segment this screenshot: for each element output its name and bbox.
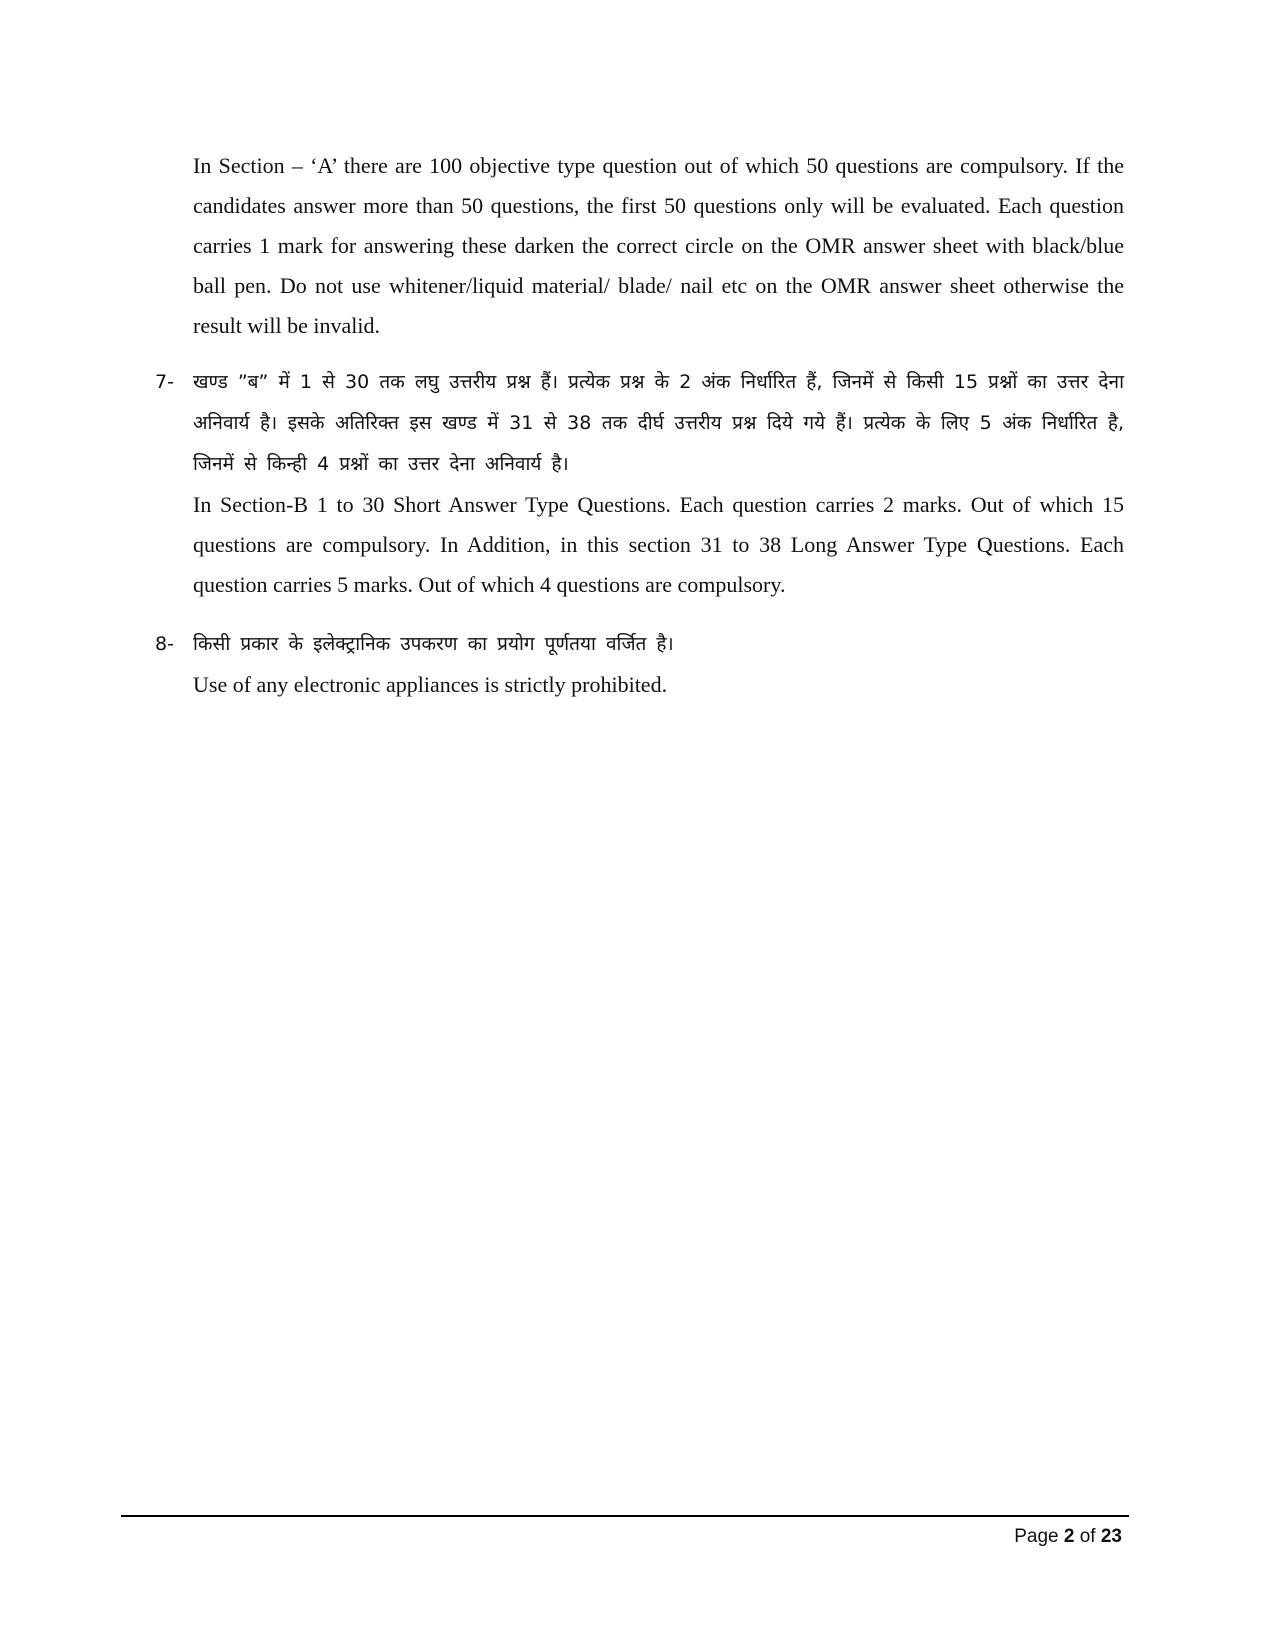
- instruction-number: 7-: [155, 371, 174, 393]
- instruction-english-text: In Section-B 1 to 30 Short Answer Type Questions. Each question carries 2 marks. Out of which 15 questions are compulsory. In Addition, in this section 31 to 38 Long Answer Type Questions. Each question carries 5 marks. Out of which 4 questions are compulsory.: [193, 492, 1124, 597]
- footer-divider: [121, 1515, 1129, 1517]
- instruction-item-7: [155, 362, 1124, 605]
- section-a-instruction-english: In Section – ‘A’ there are 100 objective type question out of which 50 questions are compulsory. If the candidates answer more than 50 questions, the first 50 questions only will be evaluated. Each question carries 1 mark for answering these darken the correct circle on the OMR answer sheet with black/blue ball pen. Do not use whitener/liquid material/ blade/ nail etc on the OMR answer sheet otherwise the result will be invalid.: [193, 153, 1124, 338]
- current-page-number: 2: [1063, 1526, 1075, 1547]
- instruction-english-text: Use of any electronic appliances is strictly prohibited.: [193, 672, 668, 697]
- page-number: [1014, 1522, 1122, 1552]
- instruction-hindi-text: किसी प्रकार के इलेक्ट्रानिक उपकरण का प्रयोग पूर्णतया वर्जित है।: [193, 633, 674, 655]
- instruction-number: 8-: [155, 633, 174, 655]
- instruction-item-8: [155, 624, 1124, 705]
- page-word: Page: [1014, 1526, 1059, 1547]
- total-pages-number: 23: [1100, 1526, 1122, 1547]
- of-word: of: [1079, 1526, 1096, 1547]
- instruction-hindi-text: खण्ड ”ब” में 1 से 30 तक लघु उत्तरीय प्रश्न हैं। प्रत्येक प्रश्न के 2 अंक निर्धारित हैं, जिनमें से किसी 15 प्रश्नों का उत्तर देना अनिवार्य है। इसके अतिरिक्त इस खण्ड में 31 से 38 तक दीर्घ उत्तरीय प्रश्न दिये गये हैं। प्रत्येक के लिए 5 अंक निर्धारित है, जिनमें से किन्ही 4 प्रश्नों का उत्तर देना अनिवार्य है।: [193, 371, 1124, 475]
